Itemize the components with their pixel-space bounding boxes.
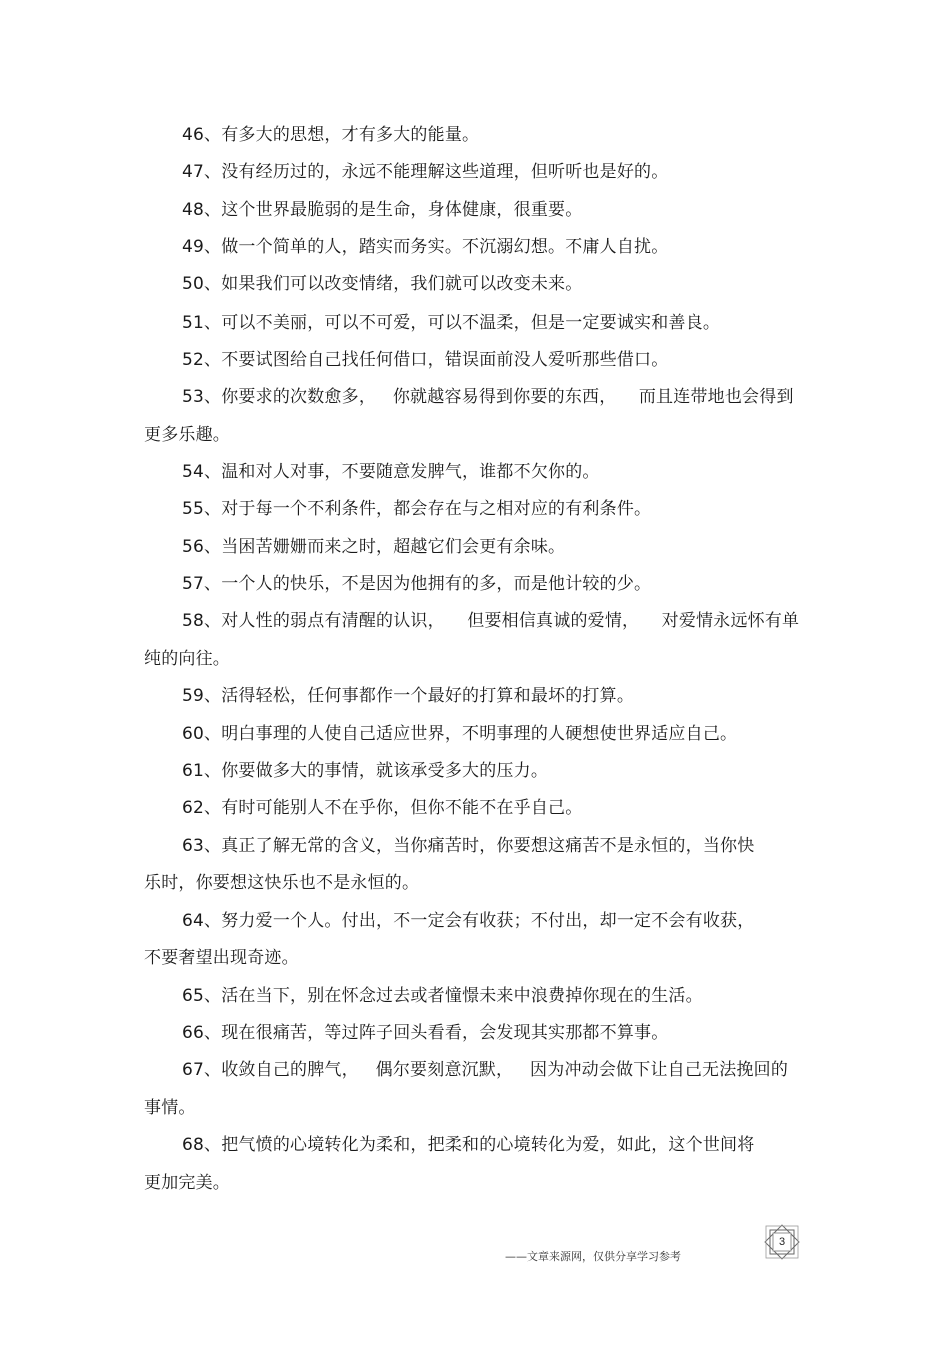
quote-62: 62、有时可能别人不在乎你，但你不能不在乎自己。 <box>182 798 583 818</box>
quote-65: 65、活在当下，别在怀念过去或者憧憬未来中浪费掉你现在的生活。 <box>182 986 703 1006</box>
quote-51: 51、可以不美丽，可以不可爱，可以不温柔，但是一定要诚实和善良。 <box>182 313 721 333</box>
quote-49: 49、做一个简单的人，踏实而务实。不沉溺幻想。不庸人自扰。 <box>182 237 669 257</box>
quote-46: 46、有多大的思想，才有多大的能量。 <box>182 125 480 145</box>
quote-60: 60、明白事理的人使自己适应世界，不明事理的人硬想使世界适应自己。 <box>182 724 738 744</box>
quote-55: 55、对于每一个不利条件，都会存在与之相对应的有利条件。 <box>182 499 652 519</box>
quote-66: 66、现在很痛苦，等过阵子回头看看，会发现其实那都不算事。 <box>182 1023 669 1043</box>
quote-58-line-1: 58、对人性的弱点有清醒的认识， 但要相信真诚的爱情， 对爱情永远怀有单 <box>182 611 800 631</box>
quote-67-line-1: 67、收敛自己的脾气， 偶尔要刻意沉默， 因为冲动会做下让自己无法挽回的 <box>182 1060 789 1080</box>
quote-56: 56、当困苦姗姗而来之时，超越它们会更有余味。 <box>182 537 566 557</box>
footer-source-text: ——文章来源网，仅供分享学习参考 <box>505 1250 681 1263</box>
quote-63-line-1: 63、真正了解无常的含义，当你痛苦时，你要想这痛苦不是永恒的，当你快 <box>182 836 755 856</box>
quote-68-line-2: 更加完美。 <box>144 1173 230 1193</box>
page-number-badge <box>758 1220 806 1264</box>
quote-63-line-2: 乐时，你要想这快乐也不是永恒的。 <box>144 873 420 893</box>
quote-64-line-1: 64、努力爱一个人。付出，不一定会有收获；不付出，却一定不会有收获， <box>182 911 755 931</box>
quote-50: 50、如果我们可以改变情绪，我们就可以改变未来。 <box>182 274 583 294</box>
page-number: 3 <box>778 1236 786 1248</box>
quote-53-line-2: 更多乐趣。 <box>144 425 230 445</box>
quote-52: 52、不要试图给自己找任何借口，错误面前没人爱听那些借口。 <box>182 350 669 370</box>
quote-48: 48、这个世界最脆弱的是生命，身体健康，很重要。 <box>182 200 583 220</box>
quote-57: 57、一个人的快乐，不是因为他拥有的多，而是他计较的少。 <box>182 574 652 594</box>
quote-54: 54、温和对人对事，不要随意发脾气，谁都不欠你的。 <box>182 462 600 482</box>
quote-59: 59、活得轻松，任何事都作一个最好的打算和最坏的打算。 <box>182 686 635 706</box>
quote-68-line-1: 68、把气愤的心境转化为柔和，把柔和的心境转化为爱，如此，这个世间将 <box>182 1135 755 1155</box>
quote-67-line-2: 事情。 <box>144 1098 196 1118</box>
quote-47: 47、没有经历过的，永远不能理解这些道理，但听听也是好的。 <box>182 162 669 182</box>
quote-58-line-2: 纯的向往。 <box>144 649 230 669</box>
quote-64-line-2: 不要奢望出现奇迹。 <box>144 948 299 968</box>
quote-53-line-1: 53、你要求的次数愈多， 你就越容易得到你要的东西， 而且连带地也会得到 <box>182 387 794 407</box>
quote-61: 61、你要做多大的事情，就该承受多大的压力。 <box>182 761 549 781</box>
